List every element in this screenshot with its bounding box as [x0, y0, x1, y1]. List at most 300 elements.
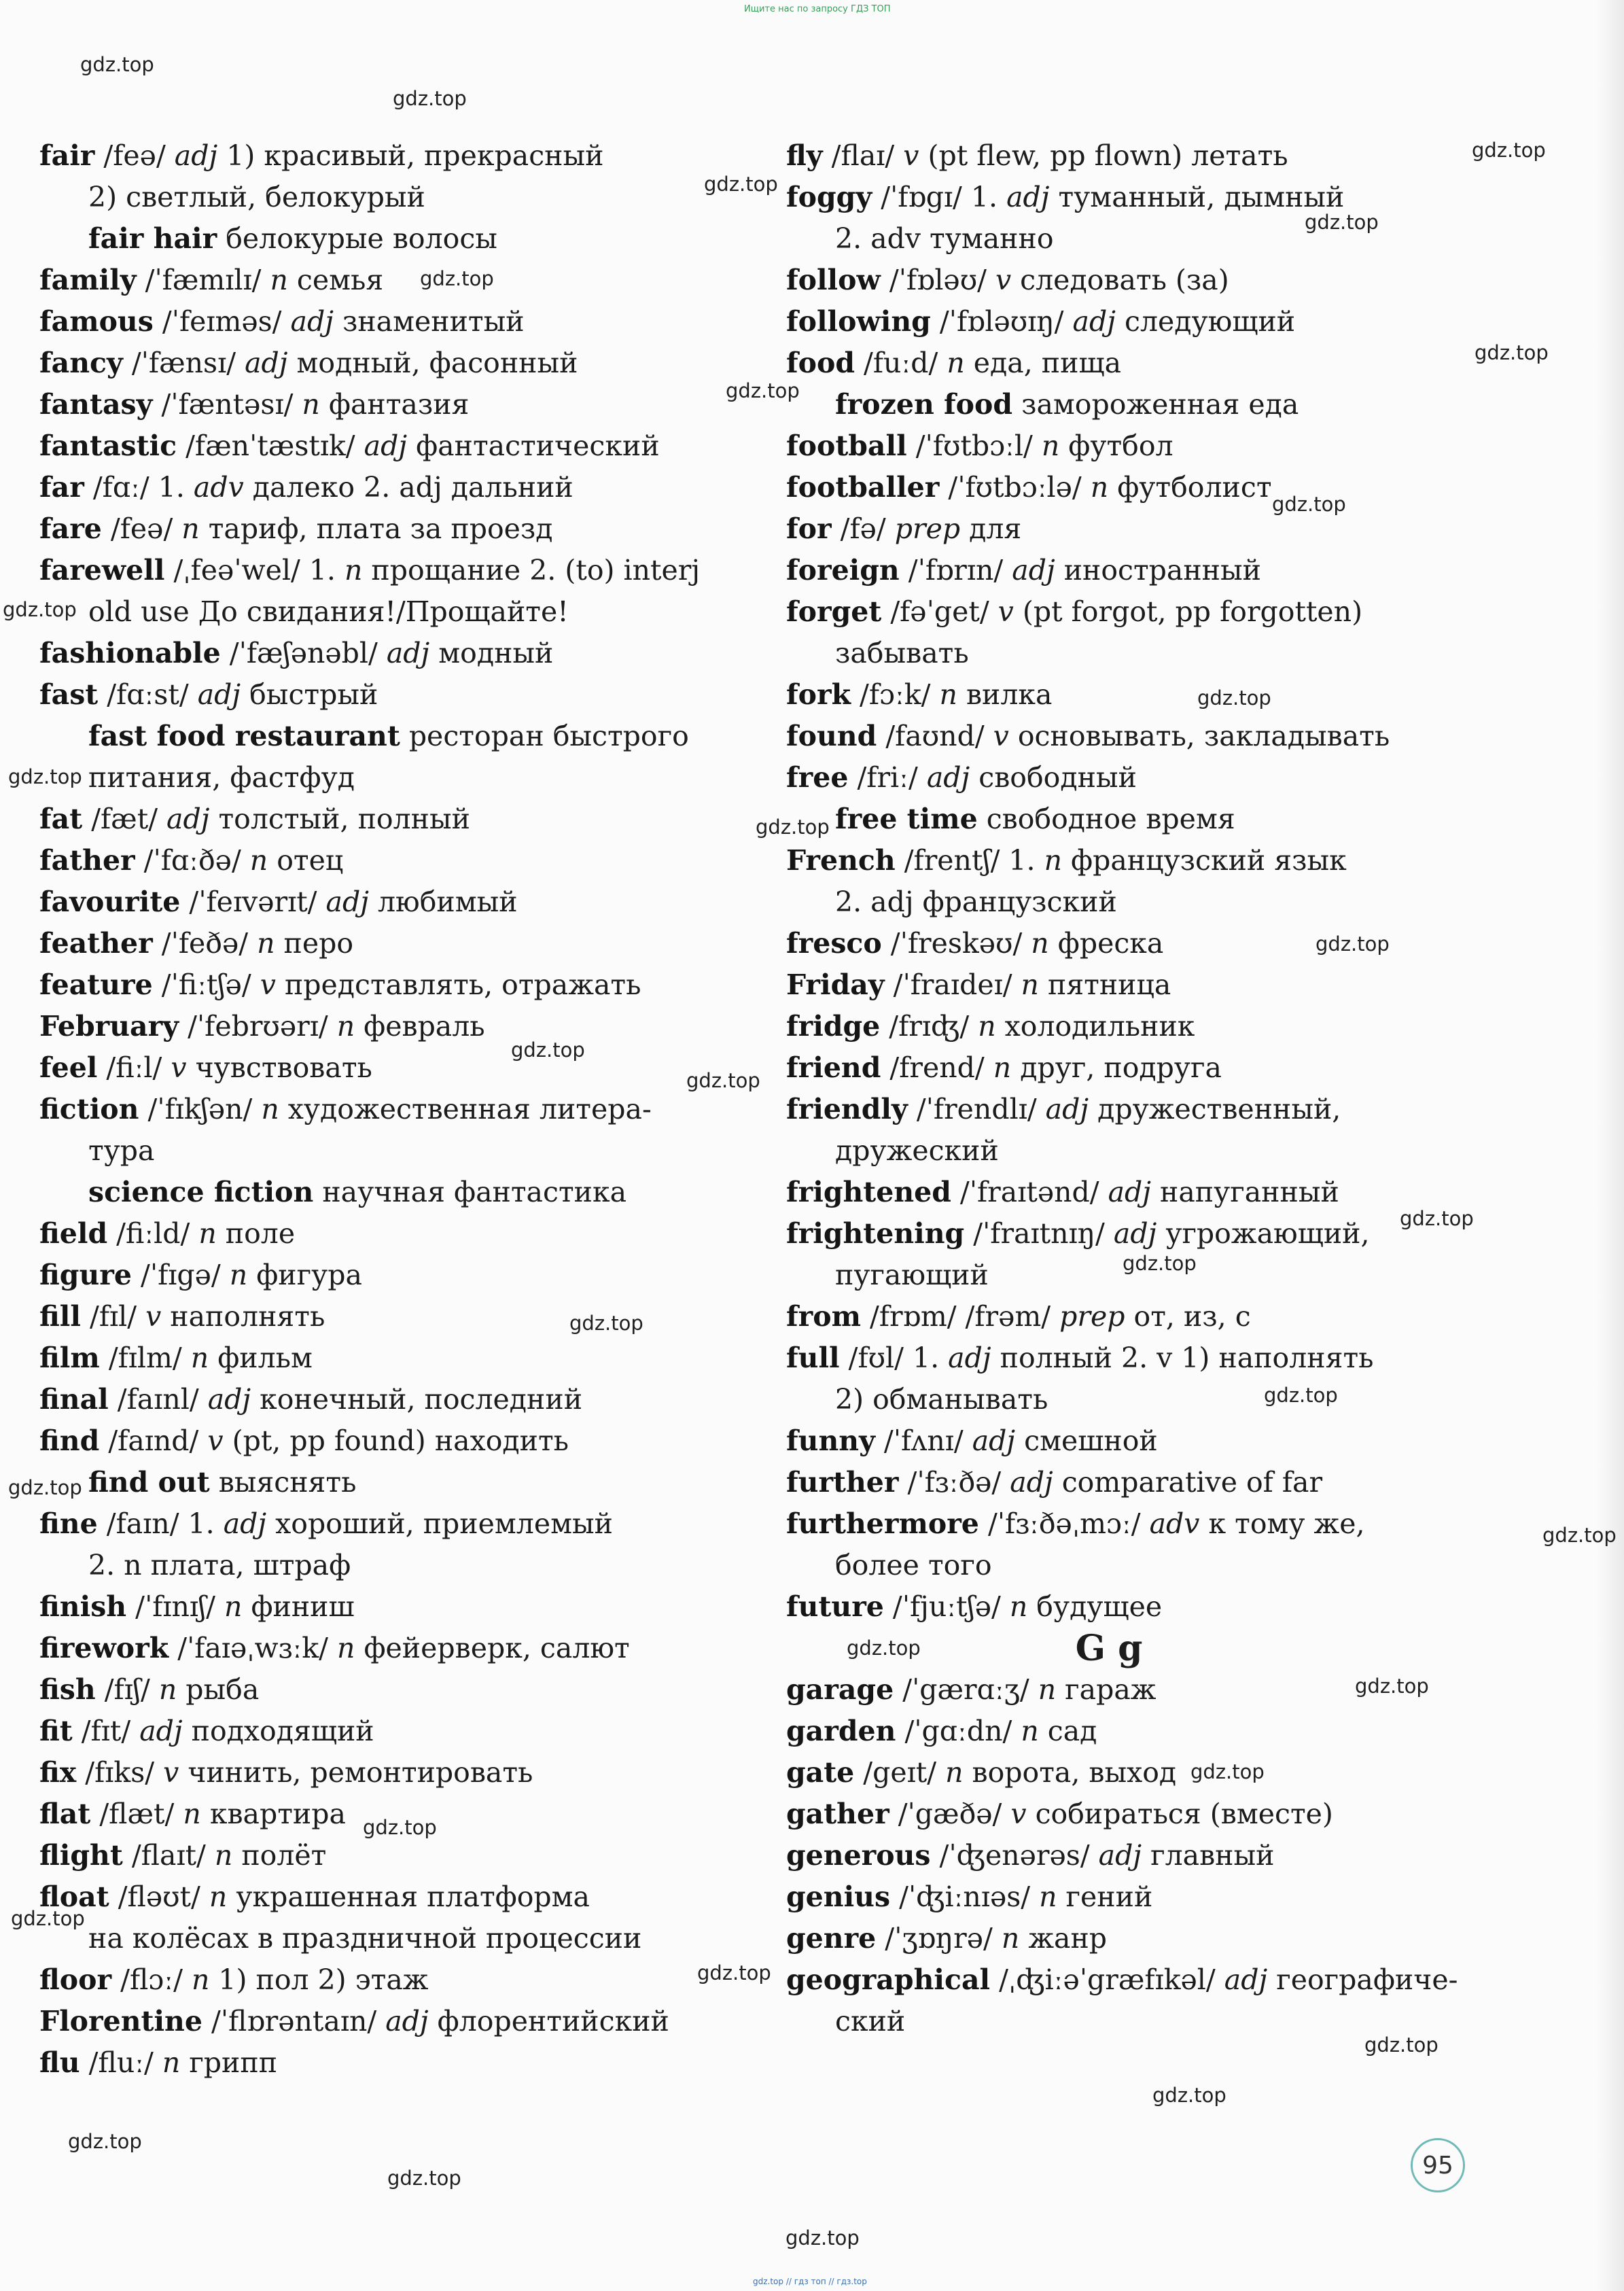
watermark: gdz.top — [1197, 686, 1271, 710]
transcription: /fɪt/ — [72, 1715, 140, 1747]
watermark: gdz.top — [704, 173, 778, 196]
watermark: gdz.top — [1123, 1252, 1197, 1275]
dictionary-entry — [39, 1669, 746, 1711]
transcription: /fænˈtæstɪk/ — [177, 430, 364, 462]
headword: garage — [786, 1673, 894, 1706]
entry-continuation — [786, 1130, 1527, 1172]
left-column — [39, 135, 746, 2084]
part-of-speech: n — [1038, 1673, 1057, 1706]
definition: главный — [1142, 1839, 1275, 1872]
definition: тура — [88, 1134, 155, 1167]
transcription: /frɪʤ/ — [880, 1010, 978, 1043]
watermark: gdz.top — [1542, 1524, 1617, 1547]
definition: подходящий — [182, 1715, 374, 1747]
definition: выяснять — [209, 1466, 357, 1499]
part-of-speech: adj — [197, 678, 241, 711]
entry-continuation — [39, 1130, 746, 1172]
headword: generous — [786, 1839, 931, 1872]
transcription: /feə/ — [94, 139, 175, 172]
part-of-speech: n — [257, 927, 275, 960]
dictionary-entry — [786, 1462, 1527, 1503]
dictionary-entry — [786, 1420, 1527, 1462]
dictionary-entry — [786, 467, 1527, 508]
definition: февраль — [355, 1010, 485, 1043]
definition: пугающий — [835, 1259, 989, 1291]
right-column — [786, 135, 1527, 2042]
part-of-speech: n — [249, 844, 268, 877]
definition: семья — [287, 264, 384, 296]
part-of-speech: n — [1031, 927, 1049, 960]
transcription: /fiːl/ — [97, 1051, 171, 1084]
transcription: /ˈfɑːðə/ — [135, 844, 250, 877]
headword: field — [39, 1217, 108, 1250]
transcription: /ˈgæðə/ — [889, 1798, 1011, 1830]
dictionary-entry — [39, 2042, 746, 2084]
watermark: gdz.top — [8, 765, 82, 788]
headword: fair hair — [88, 222, 217, 255]
definition: холодильник — [995, 1010, 1195, 1043]
transcription: /flɔː/ — [111, 1963, 192, 1996]
part-of-speech: n — [336, 1010, 355, 1043]
headword: friend — [786, 1051, 881, 1084]
dictionary-entry — [39, 301, 746, 343]
headword: fine — [39, 1507, 98, 1540]
definition: квартира — [200, 1798, 346, 1830]
transcription: /ˈfɪnɪʃ/ — [126, 1590, 224, 1623]
dictionary-entry — [786, 1918, 1527, 1959]
transcription: /ˈfæntəsɪ/ — [152, 388, 302, 421]
watermark: gdz.top — [363, 1816, 437, 1839]
dictionary-entry — [786, 1711, 1527, 1752]
dictionary-entry — [39, 1213, 746, 1255]
transcription: /ˌʤiːəˈgræfɪkəl/ — [990, 1963, 1224, 1996]
definition: научная фантастика — [313, 1176, 627, 1208]
transcription: /ˈfeɪməs/ — [153, 305, 291, 338]
part-of-speech: n — [1039, 1881, 1057, 1913]
headword: follow — [786, 264, 881, 296]
definition: фреска — [1048, 927, 1164, 960]
headword: feel — [39, 1051, 98, 1084]
transcription: /ˈfiːtʃə/ — [152, 968, 260, 1001]
headword: fiction — [39, 1093, 139, 1125]
transcription: /geɪt/ — [854, 1756, 946, 1789]
dictionary-entry — [39, 840, 746, 881]
transcription: /ˈfraɪdeɪ/ — [884, 968, 1021, 1001]
part-of-speech: v — [207, 1424, 224, 1457]
definition: флорентийский — [428, 2005, 669, 2038]
dictionary-entry — [786, 964, 1527, 1006]
part-of-speech: adj — [207, 1383, 251, 1416]
entry-continuation — [39, 757, 746, 799]
watermark: gdz.top — [847, 1637, 921, 1660]
watermark: gdz.top — [1475, 341, 1549, 364]
headword: final — [39, 1383, 109, 1416]
headword: fashionable — [39, 637, 221, 669]
transcription: /ˈʒɒŋrə/ — [876, 1922, 1002, 1955]
definition: свободный — [970, 761, 1137, 794]
definition: следующий — [1115, 305, 1296, 338]
dictionary-entry — [786, 1503, 1527, 1545]
definition: футбол — [1059, 430, 1173, 462]
headword: floor — [39, 1963, 112, 1996]
definition: ворота, выход — [963, 1756, 1177, 1789]
transcription: /feə/ — [101, 512, 182, 545]
watermark: gdz.top — [11, 1907, 85, 1930]
dictionary-entry — [786, 1586, 1527, 1628]
definition: конечный, последний — [251, 1383, 583, 1416]
part-of-speech: adj — [364, 430, 408, 462]
headword: February — [39, 1010, 179, 1043]
definition: свободное время — [977, 803, 1235, 835]
transcription: /ˈfreskəʊ/ — [881, 927, 1031, 960]
transcription: /frɒm/ /frəm/ — [860, 1300, 1060, 1333]
watermark: gdz.top — [785, 2226, 860, 2250]
part-of-speech: adj — [972, 1424, 1016, 1457]
part-of-speech: adj — [1045, 1093, 1089, 1125]
headword: frightening — [786, 1217, 965, 1250]
part-of-speech: n — [183, 1798, 201, 1830]
footer-note: gdz.top // гдз топ // гдз.top — [753, 2277, 867, 2286]
headword: funny — [786, 1424, 875, 1457]
headword: fare — [39, 512, 102, 545]
definition: полёт — [232, 1839, 327, 1872]
transcription: /ˈfjuːtʃə/ — [883, 1590, 1010, 1623]
definition: фантазия — [319, 388, 470, 421]
subentry — [39, 716, 746, 757]
transcription: /ˈfʊtbɔːlə/ — [939, 471, 1091, 504]
definition: более того — [835, 1549, 992, 1581]
transcription: /ˈfeɪvərɪt/ — [180, 886, 326, 918]
headword: gate — [786, 1756, 855, 1789]
transcription: /flaɪ/ — [822, 139, 904, 172]
definition: туманный, дымный — [1049, 181, 1345, 213]
definition: напуганный — [1150, 1176, 1339, 1208]
dictionary-entry — [786, 135, 1527, 177]
dictionary-entry — [39, 633, 746, 674]
definition: тариф, плата за проезд — [199, 512, 553, 545]
headword: fork — [786, 678, 851, 711]
dictionary-entry — [39, 2001, 746, 2042]
part-of-speech: adj — [386, 637, 430, 669]
transcription: /fə/ — [831, 512, 895, 545]
definition: (pt forgot, pp forgotten) — [1013, 595, 1363, 628]
definition: наполнять — [161, 1300, 325, 1333]
transcription: /faɪnl/ — [108, 1383, 208, 1416]
definition: 2. adj французский — [835, 886, 1117, 918]
watermark: gdz.top — [1272, 493, 1346, 516]
transcription: /ˈfebrʊərɪ/ — [179, 1010, 337, 1043]
definition: для — [960, 512, 1022, 545]
headword: flat — [39, 1798, 91, 1830]
headword: foreign — [786, 554, 900, 587]
entry-continuation — [39, 591, 746, 633]
part-of-speech: adj — [1108, 1176, 1151, 1208]
subentry — [786, 799, 1527, 840]
dictionary-entry — [786, 591, 1527, 633]
watermark: gdz.top — [1305, 211, 1379, 234]
headword: garden — [786, 1715, 896, 1747]
transcription: /fləʊt/ — [109, 1881, 209, 1913]
headword: firework — [39, 1632, 169, 1664]
definition: фейерверк, салют — [355, 1632, 630, 1664]
definition: еда, пища — [964, 347, 1122, 379]
entry-continuation — [786, 218, 1527, 260]
part-of-speech: n — [270, 264, 288, 296]
dictionary-entry — [786, 716, 1527, 757]
dictionary-entry — [786, 674, 1527, 716]
transcription: /ˈfaɪəˌwɜːk/ — [169, 1632, 337, 1664]
headword: flu — [39, 2046, 80, 2079]
part-of-speech: prep — [894, 512, 961, 545]
headword: feature — [39, 968, 153, 1001]
headword: food — [786, 347, 855, 379]
headword: free — [786, 761, 849, 794]
part-of-speech: n — [337, 1632, 355, 1664]
definition: фантастический — [407, 430, 660, 462]
headword: forget — [786, 595, 882, 628]
part-of-speech: n — [947, 347, 965, 379]
transcription: /ˈfɒləʊ/ — [880, 264, 995, 296]
definition: замороженная еда — [1012, 388, 1299, 421]
part-of-speech: adj — [1012, 554, 1055, 587]
part-of-speech: adj — [1010, 1466, 1053, 1499]
part-of-speech: adj — [325, 886, 369, 918]
definition: вилка — [957, 678, 1053, 711]
headword: fly — [786, 139, 823, 172]
header-note: Ищите нас по запросу ГДЗ ТОП — [744, 4, 891, 14]
watermark: gdz.top — [68, 2130, 142, 2153]
definition: comparative of far — [1053, 1466, 1323, 1499]
headword: free time — [835, 803, 978, 835]
part-of-speech: adj — [926, 761, 970, 794]
transcription: /fuːd/ — [855, 347, 947, 379]
part-of-speech: n — [190, 1342, 209, 1374]
headword: fantastic — [39, 430, 177, 462]
transcription: /flæt/ — [90, 1798, 183, 1830]
definition: ресторан быстрого — [400, 720, 689, 752]
definition: (pt flew, pp flown) летать — [919, 139, 1288, 172]
definition: быстрый — [241, 678, 378, 711]
dictionary-entry — [39, 1586, 746, 1628]
definition: 2) светлый, белокурый — [88, 181, 425, 213]
part-of-speech: adj — [290, 305, 334, 338]
definition: от, из, с — [1125, 1300, 1251, 1333]
transcription: /ˈfrendlɪ/ — [907, 1093, 1046, 1125]
part-of-speech: n — [1021, 1715, 1039, 1747]
dictionary-entry — [786, 301, 1527, 343]
headword: fast food restaurant — [88, 720, 400, 752]
definition: представлять, отражать — [275, 968, 641, 1001]
part-of-speech: adj — [245, 347, 288, 379]
watermark: gdz.top — [420, 267, 494, 290]
part-of-speech: adj — [1098, 1839, 1142, 1872]
dictionary-entry — [39, 1379, 746, 1420]
definition: украшенная платформа — [227, 1881, 590, 1913]
watermark: gdz.top — [393, 87, 467, 110]
part-of-speech: n — [191, 1963, 210, 1996]
definition: 2. adv туманно — [835, 222, 1054, 255]
transcription: /flaɪt/ — [122, 1839, 215, 1872]
watermark: gdz.top — [1264, 1384, 1338, 1407]
definition: дружественный, — [1089, 1093, 1341, 1125]
dictionary-entry — [786, 1006, 1527, 1047]
dictionary-entry — [39, 260, 746, 301]
dictionary-entry — [39, 1835, 746, 1876]
part-of-speech: n — [1041, 430, 1060, 462]
definition: 2) обманывать — [835, 1383, 1048, 1416]
dictionary-entry — [39, 135, 746, 177]
headword: foggy — [786, 181, 872, 213]
dictionary-entry — [39, 425, 746, 467]
definition: 1) пол 2) этаж — [209, 1963, 429, 1996]
dictionary-entry — [39, 923, 746, 964]
transcription: /fluː/ — [80, 2046, 162, 2079]
dictionary-entry — [39, 1047, 746, 1089]
watermark: gdz.top — [80, 53, 154, 76]
definition: французский язык — [1061, 844, 1347, 877]
definition: грипп — [180, 2046, 278, 2079]
dictionary-entry — [786, 425, 1527, 467]
dictionary-entry — [786, 550, 1527, 591]
entry-continuation — [786, 633, 1527, 674]
headword: float — [39, 1881, 109, 1913]
dictionary-entry — [39, 1420, 746, 1462]
part-of-speech: n — [1009, 1590, 1028, 1623]
headword: genius — [786, 1881, 891, 1913]
headword: from — [786, 1300, 861, 1333]
transcription: /fɑː/ 1. — [84, 471, 194, 504]
dictionary-entry — [786, 177, 1527, 218]
dictionary-entry — [786, 1089, 1527, 1130]
part-of-speech: v — [163, 1756, 179, 1789]
part-of-speech: v — [171, 1051, 187, 1084]
dictionary-entry — [786, 840, 1527, 881]
headword: fat — [39, 803, 83, 835]
definition: основывать, закладывать — [1008, 720, 1390, 752]
transcription: /ˈfɒləʊɪŋ/ — [930, 305, 1073, 338]
transcription: /faɪnd/ — [99, 1424, 208, 1457]
headword: fantasy — [39, 388, 153, 421]
part-of-speech: n — [1001, 1922, 1020, 1955]
dictionary-entry — [39, 1503, 746, 1545]
transcription: /ˈgɑːdn/ — [896, 1715, 1021, 1747]
part-of-speech: adj — [1006, 181, 1050, 213]
transcription: /ˈfɜːðəˌmɔː/ — [978, 1507, 1150, 1540]
transcription: /ˈʤiːnɪəs/ — [890, 1881, 1040, 1913]
part-of-speech: adj — [1224, 1963, 1268, 1996]
definition: любимый — [368, 886, 518, 918]
definition: художественная литера- — [279, 1093, 652, 1125]
dictionary-entry — [786, 508, 1527, 550]
part-of-speech: adj — [174, 139, 218, 172]
dictionary-entry — [786, 757, 1527, 799]
dictionary-entry — [39, 1752, 746, 1794]
watermark: gdz.top — [3, 598, 77, 621]
definition: ский — [835, 2005, 906, 2038]
transcription: /fʊl/ 1. — [839, 1342, 949, 1374]
entry-continuation — [786, 1545, 1527, 1586]
definition: иностранный — [1055, 554, 1261, 587]
part-of-speech: adj — [1072, 305, 1116, 338]
definition: жанр — [1019, 1922, 1108, 1955]
definition: хороший, приемлемый — [266, 1507, 613, 1540]
transcription: /fəˈget/ — [881, 595, 998, 628]
headword: full — [786, 1342, 840, 1374]
part-of-speech: adj — [223, 1507, 267, 1540]
definition: сад — [1038, 1715, 1097, 1747]
part-of-speech: n — [198, 1217, 217, 1250]
definition: рыба — [177, 1673, 260, 1706]
headword: frightened — [786, 1176, 951, 1208]
watermark: gdz.top — [511, 1038, 585, 1062]
headword: future — [786, 1590, 884, 1623]
dictionary-entry — [39, 550, 746, 591]
definition: следовать (за) — [1011, 264, 1229, 296]
part-of-speech: n — [224, 1590, 243, 1623]
definition: будущее — [1027, 1590, 1163, 1623]
headword: football — [786, 430, 907, 462]
part-of-speech: n — [344, 554, 363, 587]
definition: белокурые волосы — [217, 222, 497, 255]
definition: смешной — [1015, 1424, 1158, 1457]
entry-continuation — [39, 1918, 746, 1959]
definition: old use До свидания!/Прощайте! — [88, 595, 569, 628]
transcription: /faɪn/ 1. — [97, 1507, 224, 1540]
headword: finish — [39, 1590, 127, 1623]
headword: fit — [39, 1715, 73, 1747]
headword: family — [39, 264, 137, 296]
page-number: 95 — [1411, 2138, 1465, 2192]
subentry — [39, 218, 746, 260]
definition: фильм — [209, 1342, 313, 1374]
transcription: /ˈfeðə/ — [152, 927, 258, 960]
watermark: gdz.top — [1400, 1207, 1474, 1230]
headword: footballer — [786, 471, 940, 504]
part-of-speech: n — [214, 1839, 233, 1872]
watermark: gdz.top — [1364, 2033, 1438, 2057]
definition: модный — [429, 637, 554, 669]
dictionary-entry — [39, 799, 746, 840]
headword: father — [39, 844, 135, 877]
definition: забывать — [835, 637, 969, 669]
section-letter: G g — [1075, 1628, 1143, 1669]
entry-continuation — [39, 177, 746, 218]
part-of-speech: v — [903, 139, 919, 172]
watermark: gdz.top — [387, 2167, 461, 2190]
entry-continuation — [786, 1379, 1527, 1420]
part-of-speech: n — [181, 512, 200, 545]
transcription: /ˈʤenərəs/ — [930, 1839, 1099, 1872]
transcription: /fiːld/ — [107, 1217, 199, 1250]
definition: толстый, полный — [209, 803, 470, 835]
dictionary-entry — [39, 1628, 746, 1669]
headword: further — [786, 1466, 899, 1499]
headword: fast — [39, 678, 99, 711]
part-of-speech: v — [145, 1300, 162, 1333]
part-of-speech: adv — [1149, 1507, 1200, 1540]
watermark: gdz.top — [1316, 932, 1390, 956]
headword: fresco — [786, 927, 882, 960]
transcription: /fæt/ — [82, 803, 167, 835]
subentry — [39, 1172, 746, 1213]
headword: science fiction — [88, 1176, 314, 1208]
definition: гений — [1057, 1881, 1153, 1913]
headword: find out — [88, 1466, 210, 1499]
part-of-speech: n — [229, 1259, 248, 1291]
definition: на колёсах в праздничной процессии — [88, 1922, 642, 1955]
headword: furthermore — [786, 1507, 979, 1540]
definition: к тому же, — [1199, 1507, 1365, 1540]
